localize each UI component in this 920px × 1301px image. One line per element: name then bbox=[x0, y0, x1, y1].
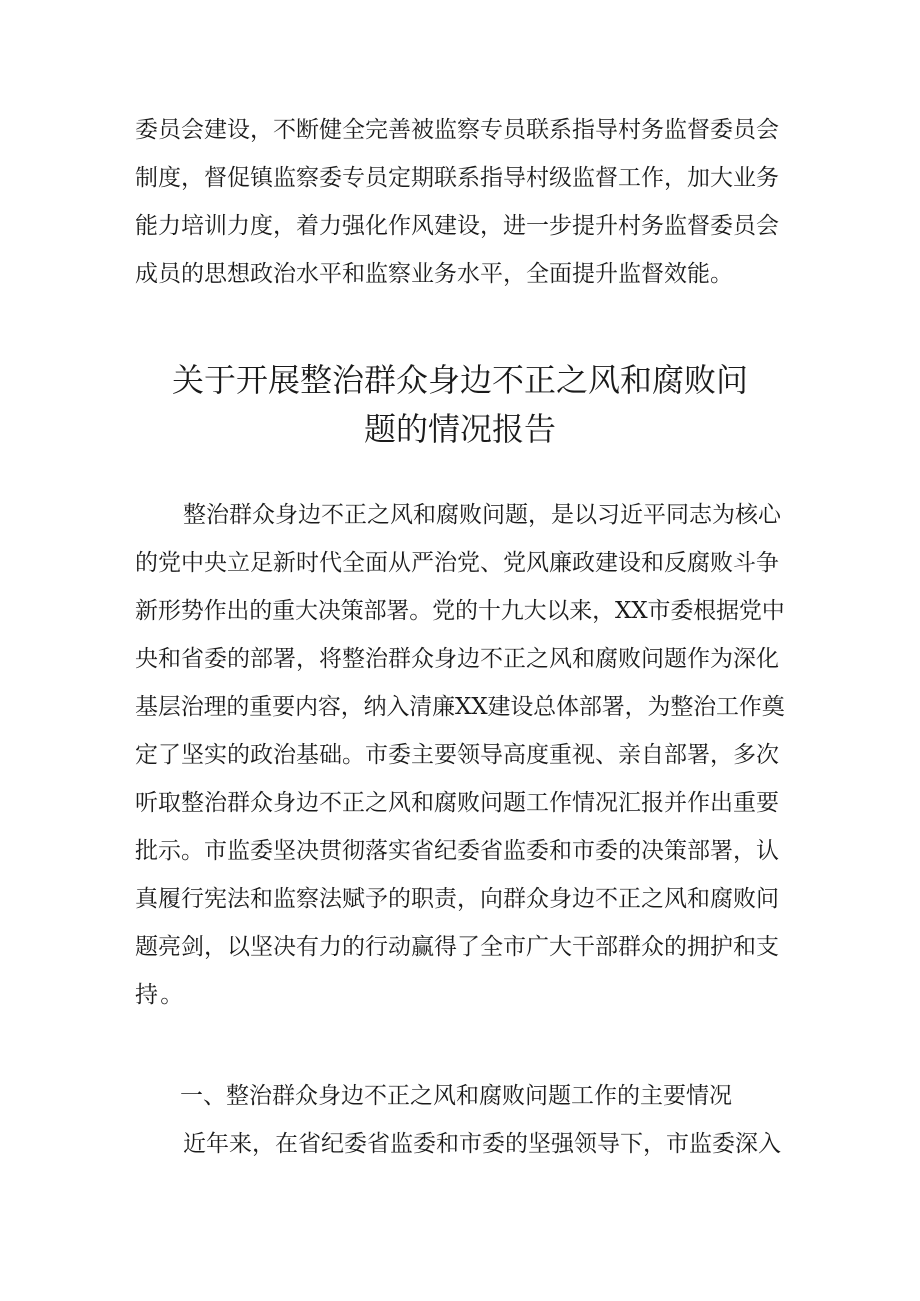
intro-paragraph-line-5: 基层治理的重要内容，纳入清廉XX建设总体部署，为整治工作奠 bbox=[135, 694, 785, 720]
report-title-line-1: 关于开展整治群众身边不正之风和腐败问 bbox=[171, 361, 748, 399]
section-heading: 一、整治群众身边不正之风和腐败问题工作的主要情况 bbox=[180, 1083, 732, 1109]
intro-paragraph-line-6: 定了坚实的政治基础。市委主要领导高度重视、亲自部署，多次 bbox=[135, 742, 779, 768]
prev-paragraph-line-3: 能力培训力度，着力强化作风建设，进一步提升村务监督委员会 bbox=[135, 213, 779, 239]
intro-paragraph-line-3: 新形势作出的重大决策部署。党的十九大以来，XX市委根据党中 bbox=[135, 598, 785, 624]
intro-paragraph-line-10: 题亮剑，以坚决有力的行动赢得了全市广大干部群众的拥护和支 bbox=[135, 934, 779, 960]
intro-paragraph-line-7: 听取整治群众身边不正之风和腐败问题工作情况汇报并作出重要 bbox=[135, 790, 779, 816]
section-paragraph-line-1: 近年来，在省纪委省监委和市委的坚强领导下，市监委深入 bbox=[183, 1131, 781, 1157]
intro-paragraph-line-9: 真履行宪法和监察法赋予的职责，向群众身边不正之风和腐败问 bbox=[135, 886, 779, 912]
intro-paragraph-line-8: 批示。市监委坚决贯彻落实省纪委省监委和市委的决策部署，认 bbox=[135, 838, 779, 864]
report-title-line-2: 题的情况报告 bbox=[363, 410, 556, 448]
intro-paragraph-line-1: 整治群众身边不正之风和腐败问题，是以习近平同志为核心 bbox=[183, 502, 781, 528]
prev-paragraph-line-2: 制度，督促镇监察委专员定期联系指导村级监督工作，加大业务 bbox=[135, 165, 779, 191]
intro-paragraph-line-4: 央和省委的部署，将整治群众身边不正之风和腐败问题作为深化 bbox=[135, 646, 779, 672]
intro-paragraph-line-11: 持。 bbox=[135, 982, 186, 1008]
prev-paragraph-line-1: 委员会建设，不断健全完善被监察专员联系指导村务监督委员会 bbox=[135, 117, 779, 143]
prev-paragraph-line-4: 成员的思想政治水平和监察业务水平，全面提升监督效能。 bbox=[135, 261, 733, 287]
intro-paragraph-line-2: 的党中央立足新时代全面从严治党、党风廉政建设和反腐败斗争 bbox=[135, 550, 779, 576]
